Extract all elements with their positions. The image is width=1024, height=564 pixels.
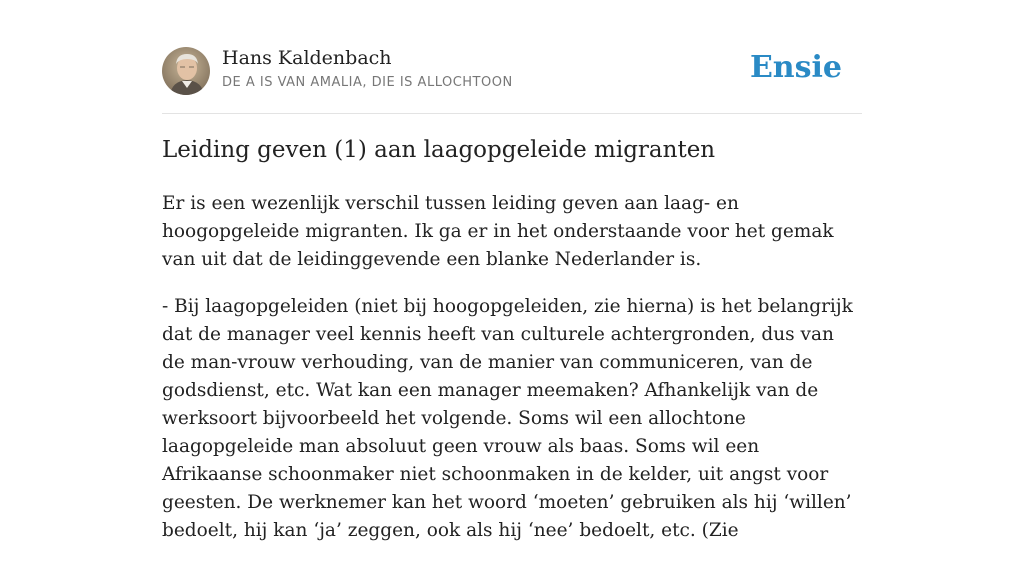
- author-name[interactable]: Hans Kaldenbach: [222, 47, 392, 69]
- paragraph: - Bij laagopgeleiden (niet bij hoogopgeleiden, zie hierna) is het belangrijk dat de manager veel kennis heeft van culturele achtergronden, dus van de man-vrouw verhouding, van de manier van communiceren, van de godsdienst, etc. Wat kan een manager meemaken? Afhankelijk van de werksoort bijvoorbeeld het volgende. Soms wil een allochtone laagopgeleide man absoluut geen vrouw als baas. Soms wil een Afrikaanse schoonmaker niet schoonmaken in de kelder, uit angst voor geesten. De werknemer kan het woord ‘moeten’ gebruiken als hij ‘willen’ bedoelt, hij kan ‘ja’ zeggen, ook als hij ‘nee’ bedoelt, etc. (Zie: [162, 296, 853, 541]
- author-photo-icon: [162, 47, 210, 95]
- author-avatar[interactable]: [162, 47, 210, 95]
- header-divider: [162, 113, 862, 114]
- brand-logo[interactable]: Ensie: [749, 50, 842, 85]
- author-subtitle[interactable]: DE A IS VAN AMALIA, DIE IS ALLOCHTOON: [222, 75, 513, 90]
- article-header: [162, 46, 862, 96]
- paragraph: Er is een wezenlijk verschil tussen leiding geven aan laag- en hoogopgeleide migranten. Ik ga er in het onderstaande voor het gemak van uit dat de leidinggevende een blanke Nederlander is.: [162, 193, 834, 270]
- article-body: [162, 190, 862, 564]
- article-title: Leiding geven (1) aan laagopgeleide migranten: [162, 137, 716, 163]
